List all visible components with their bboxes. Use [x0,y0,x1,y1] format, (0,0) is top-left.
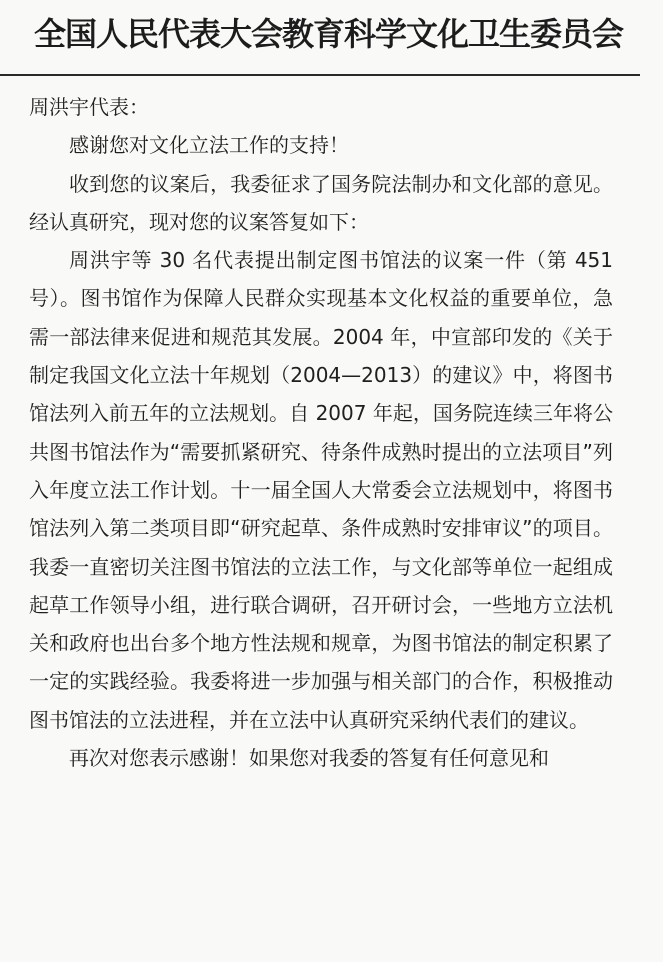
paragraph-thanks: 感谢您对文化立法工作的支持！ [69,133,349,158]
letterhead-rule [0,74,640,76]
paragraph-main-reply: 周洪宇等 30 名代表提出制定图书馆法的议案一件（第 451 号）。图书馆作为保障人民群众实现基本文化权益的重要单位，急需一部法律来促进和规范其发展。2004 年，中宣部印发的《关于制定我国文化立法十年规划（2004—2013）的建议》中，将图书馆法列入前五年的立法规划。自 2007 年起，国务院连续三年将公共图书馆法作为“需要抓紧研究、待条件成熟时提出的立法项目”列入年度立法工作计划。十一届全国人大常委会立法规划中，将图书馆法列入第二类项目即“研究起草、条件成熟时安排审议”的项目。我委一直密切关注图书馆法的立法工作，与文化部等单位一起组成起草工作领导小组，进行联合调研，召开研讨会，一些地方立法机关和政府也出台多个地方性法规和规章，为图书馆法的制定积累了一定的实践经验。我委将进一步加强与相关部门的合作，积极推动图书馆法的立法进程，并在立法中认真研究采纳代表们的建议。 [29,248,613,732]
salutation: 周洪宇代表： [29,95,149,119]
letterhead-title: 全国人民代表大会教育科学文化卫生委员会 [34,15,624,53]
paragraph-received: 收到您的议案后，我委征求了国务院法制办和文化部的意见。经认真研究，现对您的议案答复如下： [29,171,613,234]
letter-body [29,88,613,777]
paragraph-closing: 再次对您表示感谢！如果您对我委的答复有任何意见和 [69,746,549,771]
